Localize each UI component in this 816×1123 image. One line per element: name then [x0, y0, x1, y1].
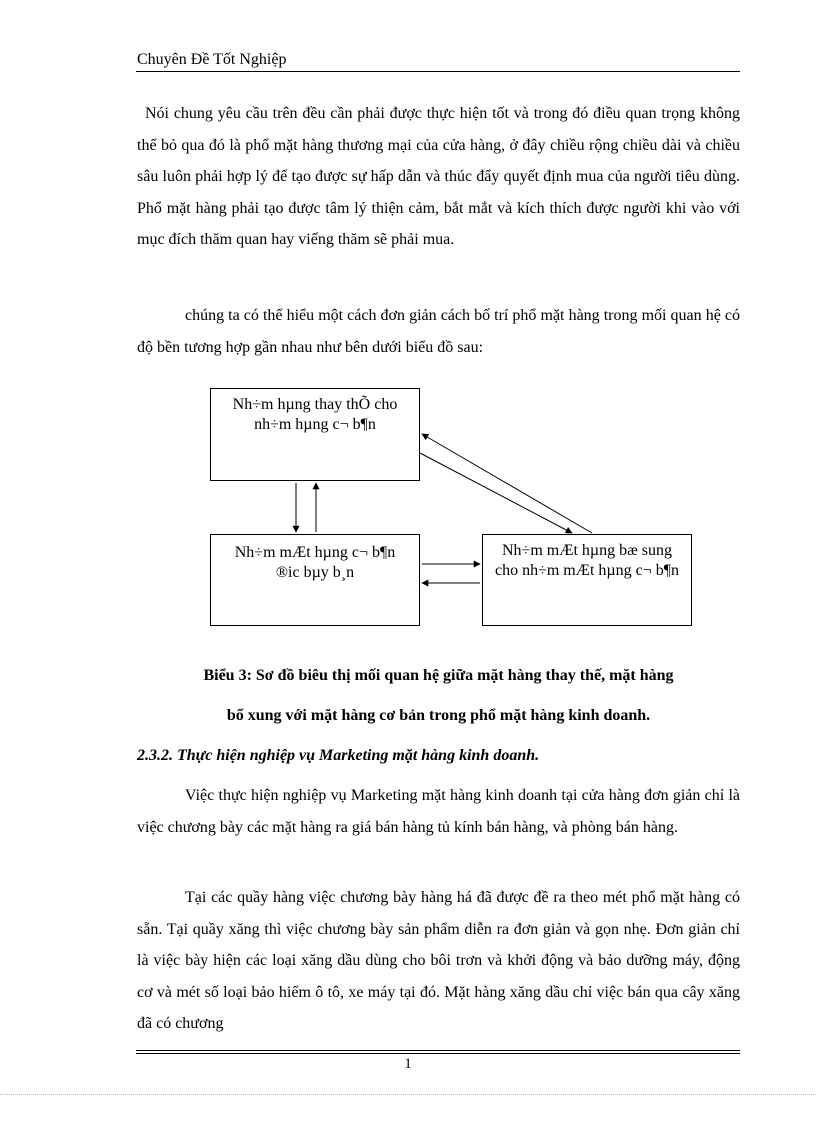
footer-rule-top	[136, 1050, 740, 1051]
paragraph-marketing: Việc thực hiện nghiệp vụ Marketing mặt hàng kinh doanh tại cửa hàng đơn giản chỉ là việc chương bày các mặt hàng ra giá bán hàng tủ kính bán hàng, và phòng bán hàng.	[137, 787, 740, 836]
arrow-complement-to-substitute	[422, 434, 592, 533]
section-heading: 2.3.2. Thực hiện nghiệp vụ Marketing mặt hàng kinh doanh.	[137, 747, 540, 764]
diagram-caption-line2: bổ xung với mặt hàng cơ bản trong phổ mặt hàng kinh doanh.	[226, 707, 651, 724]
paragraph-display: Tại các quầy hàng việc chương bày hàng há đã được đề ra theo mét phổ mặt hàng có sẵn. Tại quầy xăng thì việc chương bày sản phẩm diễn ra đơn giản và gọn nhẹ. Đơn giản chỉ là việc bày hiện các loại xăng dầu dùng cho bôi trơn và khởi động và bảo dưỡng máy, động cơ và mét số loại bảo hiểm ô tô, xe máy tại đó. Mặt hàng xăng dầu chỉ việc bán qua cây xăng đã có chương	[137, 889, 740, 1032]
page-number: 1	[404, 1056, 412, 1072]
footer-rule-bottom	[136, 1053, 740, 1054]
page-header-title: Chuyên Đề Tốt Nghiệp	[137, 51, 287, 68]
diagram-caption-line1: Biểu 3: Sơ đồ biêu thị mối quan hệ giữa mặt hàng thay thế, mặt hàng	[203, 667, 674, 684]
diagram-box-substitute-label: Nh÷m hµng thay thÕ cho nh÷m hµng c¬ b¶n	[232, 396, 398, 433]
paragraph-intro: Nói chung yêu cầu trên đều cần phải được thực hiện tốt và trong đó điều quan trọng không thể bỏ qua đó là phổ mặt hàng thương mại của cửa hàng, ở đây chiều rộng chiều dài và chiều sâu luôn phải hợp lý để tạo được sự hấp dẫn và thúc đẩy quyết định mua của người tiêu dùng. Phổ mặt hàng phải tạo được tâm lý thiện cảm, bắt mắt và kích thích được người khi vào với mục đích thăm quan hay viếng thăm sẽ phải mua.	[137, 105, 740, 248]
page-break-line	[0, 1094, 816, 1095]
diagram-box-complement-label: Nh÷m mÆt hµng bæ sung cho nh÷m mÆt hµng c¬ b¶n	[494, 542, 680, 579]
arrow-substitute-to-complement	[420, 453, 572, 533]
paragraph-diagram-intro: chúng ta có thể hiểu một cách đơn giản cách bố trí phổ mặt hàng trong mối quan hệ có độ bền tương hợp gần nhau như bên dưới biểu đồ sau:	[137, 307, 740, 356]
diagram-box-basic-label: Nh÷m mÆt hµng c¬ b¶n ®ic bµy b¸n	[234, 544, 396, 581]
